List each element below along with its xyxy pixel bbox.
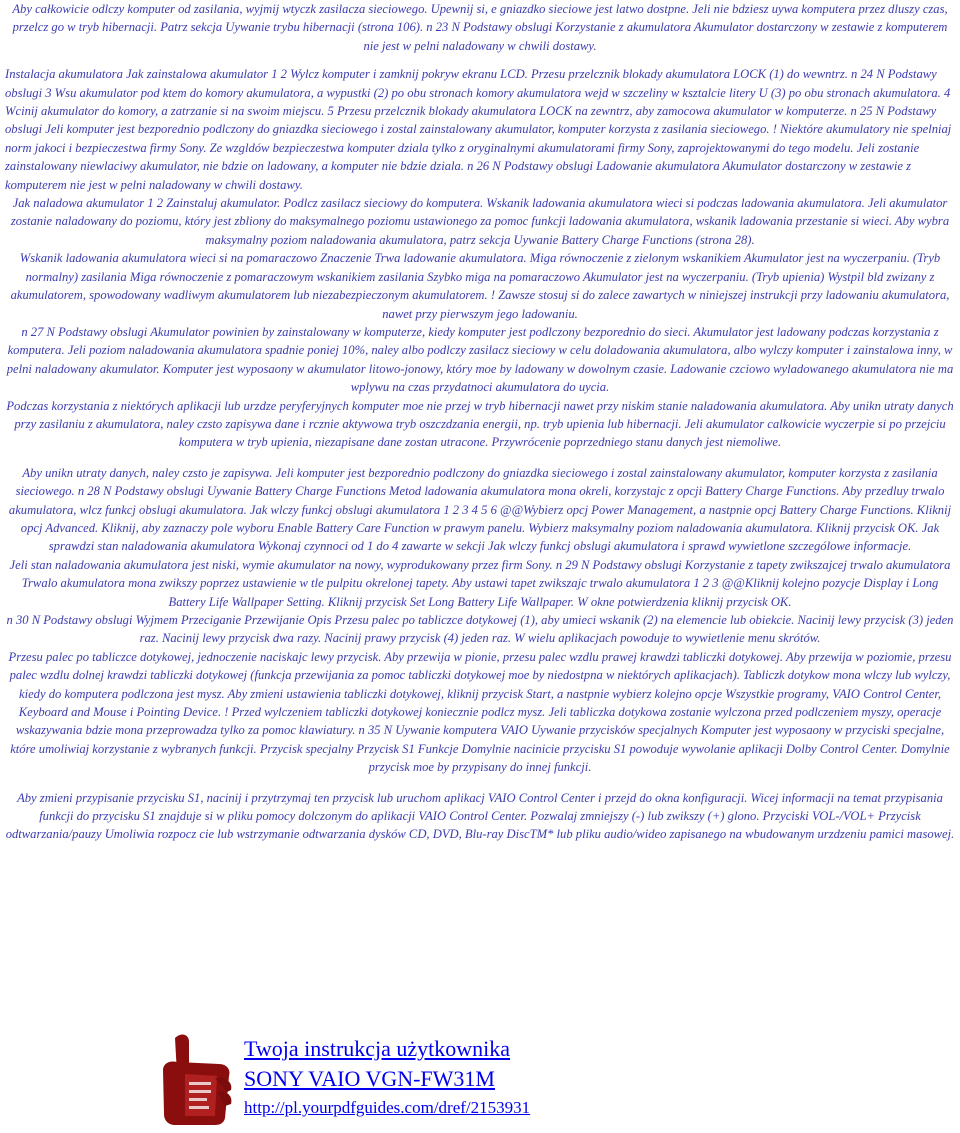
paragraph: Przesu palec po tabliczce dotykowej, jednoczenie naciskajc lewy przycisk. Aby przewija w pionie, przesu palec wzdlu prawej krawdzi tabliczki dotykowej. Aby przewija w poziomie, przesu palec wzdlu dolnej krawdzi tabliczki dotykowej (funkcja przewijania za pomoc tabliczki dotykowej moe by niedostpna w niektórych aplikacjach). Tabliczk dotykow mona wlczy lub wylczy, kiedy do komputera podlczona jest mysz. Aby zmieni ustawienia tabliczki dotykowej, kliknij przycisk Start, a nastpnie wybierz kolejno opcje Wszystkie programy, VAIO Control Center, Keyboard and Mouse i Pointing Device. ! Przed wylczeniem tabliczki dotykowej koniecznie podlcz mysz. Jeli tabliczka dotykowa zostanie wylczona przed podlczeniem myszy, operacje wskazywania bdzie mona przeprowadza tylko za pomoc klawiatury. n 35 N Uywanie komputera VAIO Uywanie przycisków specjalnych Komputer jest wyposaony w przyciski specjalne, które umoliwiaj korzystanie z wybranych funkcji. Przycisk specjalny Przycisk S1 Funkcje Domylnie nacinicie przycisku S1 powoduje wywolanie aplikacji Dolby Control Center. Domylnie przycisk moe by przypisany do innej funkcji. [8,649,952,775]
paragraph: Wskanik ladowania akumulatora wieci si na pomaraczowo Znaczenie Trwa ladowanie akumulatora. Miga równoczenie z zielonym wskanikiem Akumulator jest na wyczerpaniu. (Tryb normalny) zasilania Miga równoczenie z pomaraczowym wskanikiem zasilania Szybko miga na pomaraczowo Akumulator jest na wyczerpaniu. (Tryb upienia) Wystpil bld zwizany z akumulatorem, spowodowany wadliwym akumulatorem lub niezabezpieczonym akumulatorem. ! Zawsze stosuj si do zalece zawartych w niniejszej instrukcji przy ladowaniu akumulatora, nawet przy pierwszym jego ladowaniu. [10,251,950,321]
product-name-link[interactable]: SONY VAIO VGN-FW31M [244,1066,495,1091]
paragraph: n 27 N Podstawy obslugi Akumulator powinien by zainstalowany w komputerze, kiedy komputer jest podlczony bezporednio do sieci. Akumulator jest ladowany podczas korzystania z komputera. Jeli poziom naladowania akumulatora spadnie poniej 10%, naley albo podlczy zasilacz sieciowy w celu doladowania akumulatora, albo wylczy komputer i zainstalowa inny, w pelni naladowany akumulator. Komputer jest wyposaony w akumulator litowo-jonowy, który moe by ladowany w dowolnym czasie. Ladowanie czciowo wyladowanego akumulatora nie ma wplywu na czas przydatnoci akumulatora do uycia. [6,324,954,395]
document-body [5,0,955,844]
paragraph: Instalacja akumulatora Jak zainstalowa akumulator 1 2 Wylcz komputer i zamknij pokryw ekranu LCD. Przesu przelcznik blokady akumulatora LOCK (1) do wewntrz. n 24 N Podstawy obslugi 3 Wsu akumulator pod ktem do komory akumulatora, a wypustki (2) po obu stronach komory akumulatora wejd w szczeliny w ksztalcie litery U (3) po obu stronach akumulatora. 4 Wcinij akumulator do komory, a zatrzanie si na swoim miejscu. 5 Przesu przelcznik blokady akumulatora LOCK na zewntrz, aby zamocowa akumulator w komputerze. n 25 N Podstawy obslugi Jeli komputer jest bezporednio podlczony do gniazdka sieciowego i zostal zainstalowany akumulator, komputer korzysta z zasilania sieciowego. ! Niektóre akumulatory nie spelniaj norm jakoci i bezpieczestwa firmy Sony. Ze wzgldów bezpieczestwa komputer dziala tylko z oryginalnymi akumulatorami firmy Sony, zaprojektowanymi do tego modelu. Jeli zostanie zainstalowany niewlaciwy akumulator, nie bdzie on ladowany, a komputer nie bdzie dziala. n 26 N Podstawy obslugi Ladowanie akumulatora Akumulator dostarczony w zestawie z komputerem nie jest w pelni naladowany w chwili dostawy. [5,67,952,192]
paragraph: n 30 N Podstawy obslugi Wyjmem Przeciganie Przewijanie Opis Przesu palec po tabliczce dotykowej (1), aby umieci wskanik (2) na elemencie lub obiekcie. Nacinij lewy przycisk (3) jeden raz. Nacinij lewy przycisk dwa razy. Nacinij prawy przycisk (4) jeden raz. W wielu aplikacjach powoduje to wywietlenie menu skrótów. [6,613,954,646]
footer [155,1030,955,1126]
manual-url-link[interactable]: http://pl.yourpdfguides.com/dref/2153931 [244,1098,531,1117]
paragraph: Aby całkowicie odlczy komputer od zasilania, wyjmij wtyczk zasilacza sieciowego. Upewnij si, e gniazdko sieciowe jest latwo dostpne. Jeli nie bdziesz uywa komputera przez dluszy czas, przelcz go w tryb hibernacji. Patrz sekcja Uywanie trybu hibernacji (strona 106). n 23 N Podstawy obslugi Korzystanie z akumulatora Akumulator dostarczony w zestawie z komputerem nie jest w pelni naladowany w chwili dostawy. [12,2,948,53]
hand-book-logo-icon [155,1030,237,1126]
paragraph: Aby zmieni przypisanie przycisku S1, nacinij i przytrzymaj ten przycisk lub uruchom aplikacj VAIO Control Center i przejd do okna konfiguracji. Wicej informacji na temat przypisania funkcji do przycisku S1 znajduje si w pliku pomocy dolczonym do aplikacji VAIO Control Center. Pozwalaj zmniejszy (-) lub zwikszy (+) glono. Przyciski VOL-/VOL+ Przycisk odtwarzania/pauzy Umoliwia rozpocz cie lub wstrzymanie odtwarzania dysków CD, DVD, Blu-ray DiscTM* lub pliku audio/wideo zapisanego na wbudowanym urzdzeniu pamici masowej. [5,790,955,842]
paragraph: Podczas korzystania z niektórych aplikacji lub urzdze peryferyjnych komputer moe nie przej w tryb hibernacji nawet przy niskim stanie naladowania akumulatora. Aby unikn utraty danych przy zasilaniu z akumulatora, naley czsto zapisywa dane i rcznie aktywowa tryb oszczdzania energii, np. tryb upienia lub hibernacji. Jeli akumulator calkowicie wyczerpie si po przejciu komputera w tryb upienia, niezapisane dane zostan utracone. Przywrócenie poprzedniego stanu danych jest niemoliwe. [6,398,954,450]
footer-links [244,1034,530,1120]
paragraph: Jak naladowa akumulator 1 2 Zainstaluj akumulator. Podlcz zasilacz sieciowy do komputera. Wskanik ladowania akumulatora wieci si podczas ladowania akumulatora. Jeli akumulator zostanie naladowany do poziomu, który jest zbliony do maksymalnego poziomu ustawionego za pomoc funkcji ladowania akumulatora, wskanik ladowania przestanie si wieci. Aby wybra maksymalny poziom naladowania akumulatora, patrz sekcja Uywanie Battery Charge Functions (strona 28). [10,196,950,247]
paragraph: Aby unikn utraty danych, naley czsto je zapisywa. Jeli komputer jest bezporednio podlczony do gniazdka sieciowego i zostal zainstalowany akumulator, komputer korzysta z zasilania sieciowego. n 28 N Podstawy obslugi Uywanie Battery Charge Functions Metod ladowania akumulatora mona okreli, korzystajc z opcji Battery Charge Functions. Aby przedluy trwalo akumulatora, wlcz funkcj obslugi akumulatora. Jak wlczy funkcj obslugi akumulatora 1 2 3 4 5 6 @@Wybierz opcj Power Management, a nastpnie opcj Battery Charge Functions. Kliknij opcj Advanced. Kliknij, aby zaznaczy pole wyboru Enable Battery Care Function w prawym panelu. Wybierz maksymalny poziom naladowania akumulatora. Kliknij przycisk OK. Jak sprawdzi stan naladowania akumulatora Wykonaj czynnoci od 1 do 4 zawarte w sekcji Jak wlczy funkcj obslugi akumulatora i sprawd wywietlone szczególowe informacje. [8,465,952,554]
manual-title-link[interactable]: Twoja instrukcja użytkownika [244,1036,511,1061]
paragraph: Jeli stan naladowania akumulatora jest niski, wymie akumulator na nowy, wyprodukowany przez firm Sony. n 29 N Podstawy obslugi Korzystanie z tapety zwikszajcej trwalo akumulatora Trwalo akumulatora mona zwikszy poprzez ustawienie w tle pulpitu okrelonej tapety. Aby ustawi tapet zwikszajc trwalo akumulatora 1 2 3 @@Kliknij kolejno pozycje Display i Long Battery Life Wallpaper Setting. Kliknij przycisk Set Long Battery Life Wallpaper. W okne potwierdzenia kliknij przycisk OK. [9,557,951,609]
